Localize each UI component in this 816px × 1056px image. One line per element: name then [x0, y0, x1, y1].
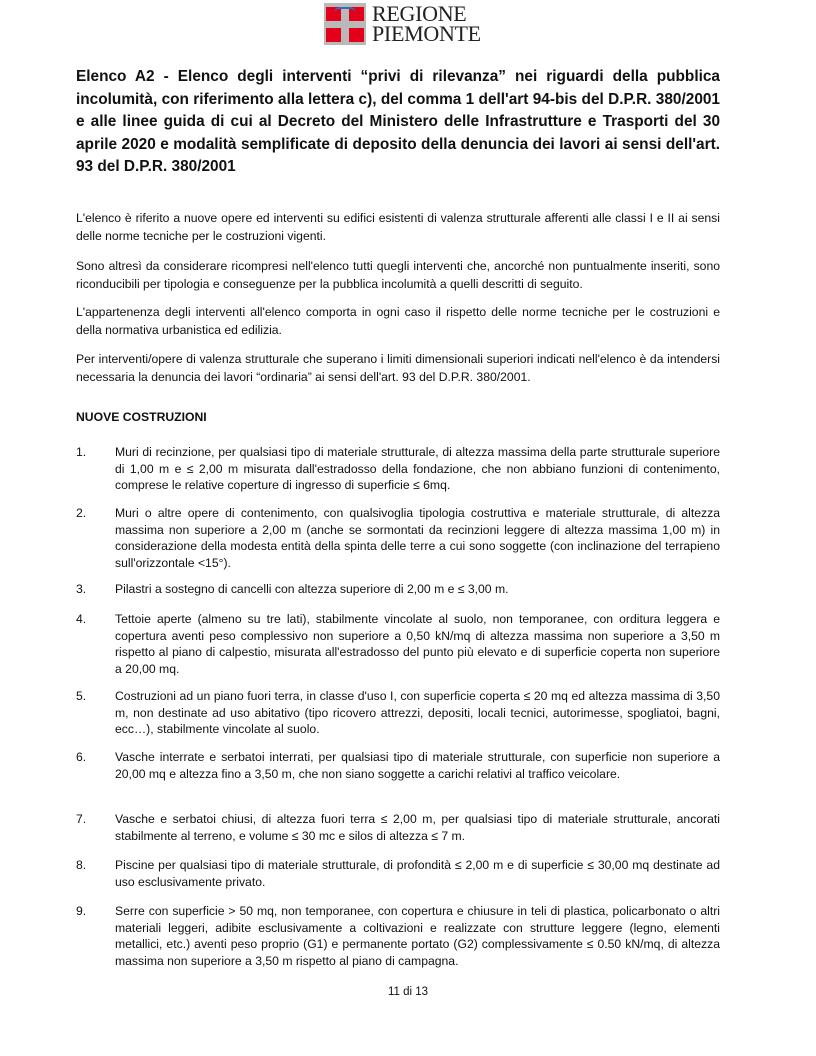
intro-paragraph-2: Sono altresì da considerare ricompresi nell'elenco tutti quegli interventi che, ancorché non puntualmente inseriti, sono riconducibili per tipologia e conseguenze per la pubblica incolumità a quelli descritti di seguito.: [76, 259, 720, 291]
item-number: 8.: [76, 858, 87, 872]
intro-paragraph-1: L'elenco è riferito a nuove opere ed interventi su edifici esistenti di valenza strutturale afferenti alle classi I e II ai sensi delle norme tecniche per le costruzioni vigenti.: [76, 211, 720, 243]
item-text: Pilastri a sostegno di cancelli con altezza superiore di 2,00 m e ≤ 3,00 m.: [115, 582, 509, 596]
regione-piemonte-logo: [324, 2, 481, 46]
item-number: 7.: [76, 812, 87, 826]
logo-line-2: PIEMONTE: [372, 21, 481, 46]
item-text: Vasche interrate e serbatoi interrati, per qualsiasi tipo di materiale strutturale, con superficie non superiore a 20,00 mq e altezza fino a 3,50 m, che non siano soggette a carichi relativi al traffico veicolare.: [115, 750, 720, 781]
item-text: Serre con superficie > 50 mq, non temporanee, con copertura e chiusure in teli di plastica, policarbonato o altri materiali leggeri, adibite esclusivamente a coltivazioni e realizzate con strutture leggere (legno, elementi metallici, etc.) aventi peso proprio (G1) e permanente portato (G2) complessivamente ≤ 0.50 kN/mq, di altezza massima non superiore a 3,50 m rispetto al piano di campagna.: [115, 904, 720, 968]
section-title: NUOVE COSTRUZIONI: [76, 410, 207, 424]
list-item: [76, 505, 720, 571]
item-number: 4.: [76, 612, 87, 626]
item-number: 1.: [76, 445, 87, 459]
document-title: Elenco A2 - Elenco degli interventi “privi di rilevanza” nei riguardi della pubblica incolumità, con riferimento alla lettera c), del comma 1 dell'art 94-bis del D.P.R. 380/2001 e alle linee guida di cui al Decreto del Ministero delle Infrastrutture e Trasporti del 30 aprile 2020 e modalità semplificate di deposito della denuncia dei lavori ai sensi dell'art. 93 del D.P.R. 380/2001: [76, 68, 720, 175]
list-item: [76, 581, 720, 598]
page-number: 11 di 13: [387, 986, 429, 998]
regione-piemonte-emblem-icon: [324, 3, 366, 45]
logo-wordmark: [372, 1, 481, 46]
list-item: [76, 903, 720, 969]
item-number: 6.: [76, 750, 87, 764]
list-item: [76, 749, 720, 782]
item-text: Piscine per qualsiasi tipo di materiale strutturale, di profondità ≤ 2,00 m e di superficie ≤ 30,00 mq destinate ad uso esclusivamente privato.: [115, 858, 720, 889]
item-text: Muri di recinzione, per qualsiasi tipo di materiale strutturale, di altezza massima della parte strutturale superiore di 1,00 m e ≤ 2,00 m misurata dall'estradosso della fondazione, che non abbiano funzioni di contenimento, comprese le relative coperture di ingresso di superficie ≤ 6mq.: [115, 445, 720, 492]
intro-paragraph-3: L'appartenenza degli interventi all'elenco comporta in ogni caso il rispetto delle norme tecniche per le costruzioni e della normativa urbanistica ed edilizia.: [76, 305, 720, 337]
item-text: Costruzioni ad un piano fuori terra, in classe d'uso I, con superficie coperta ≤ 20 mq ed altezza massima di 3,50 m, non destinate ad uso abitativo (tipo ricovero attrezzi, depositi, locali tecnici, autorimesse, spogliatoi, bagni, ecc…), stabilmente vincolate al suolo.: [115, 689, 720, 736]
intro-paragraph-4: Per interventi/opere di valenza strutturale che superano i limiti dimensionali superiori indicati nell'elenco è da intendersi necessaria la denuncia dei lavori “ordinaria” ai sensi dell'art. 93 del D.P.R. 380/2001.: [76, 352, 720, 384]
list-item: [76, 857, 720, 890]
item-number: 5.: [76, 689, 87, 703]
list-item: [76, 688, 720, 738]
logo-line-1: REGIONE: [372, 1, 467, 26]
list-item: [76, 611, 720, 677]
list-item: [76, 811, 720, 844]
item-number: 9.: [76, 904, 87, 918]
item-text: Muri o altre opere di contenimento, con qualsivoglia tipologia costruttiva e materiale strutturale, di altezza massima non superiore a 2,00 m (anche se sormontati da recinzioni leggere di altezza massima 1,00 m) in considerazione della modesta entità della spinta delle terre a cui sono soggette (con inclinazione del terrapieno sull'orizzontale <15°).: [115, 506, 720, 570]
item-text: Tettoie aperte (almeno su tre lati), stabilmente vincolate al suolo, non temporanee, con orditura leggera e copertura aventi peso complessivo non superiore a 0,50 kN/mq di altezza massima non superiore a 3,50 m rispetto al piano di calpestio, misurata all'estradosso del punto più elevato e di superficie coperta non superiore a 20,00 mq.: [115, 612, 720, 676]
item-number: 2.: [76, 506, 87, 520]
item-number: 3.: [76, 582, 87, 596]
list-item: [76, 444, 720, 494]
item-text: Vasche e serbatoi chiusi, di altezza fuori terra ≤ 2,00 m, per qualsiasi tipo di materiale strutturale, ancorati stabilmente al terreno, e volume ≤ 30 mc e silos di altezza ≤ 7 m.: [115, 812, 720, 843]
